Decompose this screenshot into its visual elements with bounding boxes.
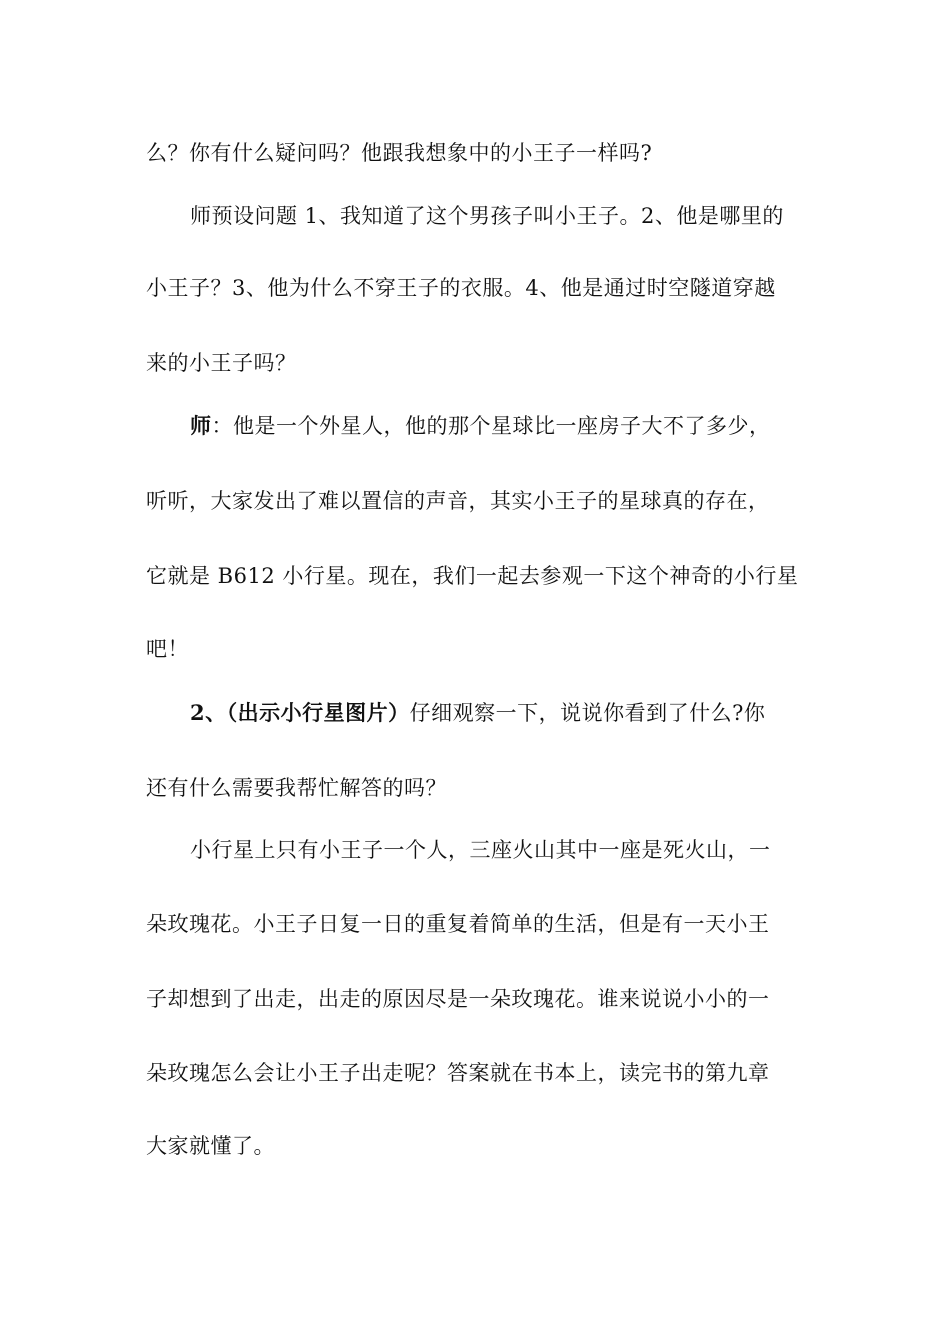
text-line: 吧！ (146, 637, 189, 661)
text-line (190, 698, 860, 728)
text-line: 朵玫瑰怎么会让小王子出走呢？答案就在书本上，读完书的第九章 (146, 1061, 770, 1085)
section-label: 2、（出示小行星图片） (190, 700, 410, 725)
text-line (190, 411, 860, 441)
text-line: 大家就懂了。 (146, 1134, 275, 1158)
speaker-label: 师 (190, 413, 212, 438)
text-line: 小王子？3、他为什么不穿王子的衣服。4、他是通过时空隧道穿越 (146, 276, 776, 300)
text-line: 来的小王子吗？ (146, 351, 297, 375)
text-span: ：他是一个外星人，他的那个星球比一座房子大不了多少， (211, 414, 771, 438)
text-line: 小行星上只有小王子一个人，三座火山其中一座是死火山，一 (190, 838, 771, 862)
text-line: 师预设问题 1、我知道了这个男孩子叫小王子。2、他是哪里的 (190, 204, 784, 228)
text-line: 子却想到了出走，出走的原因尽是一朵玫瑰花。谁来说说小小的一 (146, 987, 770, 1011)
text-span: 仔细观察一下，说说你看到了什么?你 (409, 701, 766, 725)
text-line: 么？你有什么疑问吗？他跟我想象中的小王子一样吗? (146, 141, 653, 165)
text-line: 还有什么需要我帮忙解答的吗？ (146, 776, 447, 800)
text-line: 它就是 B612 小行星。现在，我们一起去参观一下这个神奇的小行星 (146, 564, 799, 588)
text-line: 朵玫瑰花。小王子日复一日的重复着简单的生活，但是有一天小王 (146, 912, 770, 936)
text-line: 听听，大家发出了难以置信的声音，其实小王子的星球真的存在， (146, 489, 770, 513)
